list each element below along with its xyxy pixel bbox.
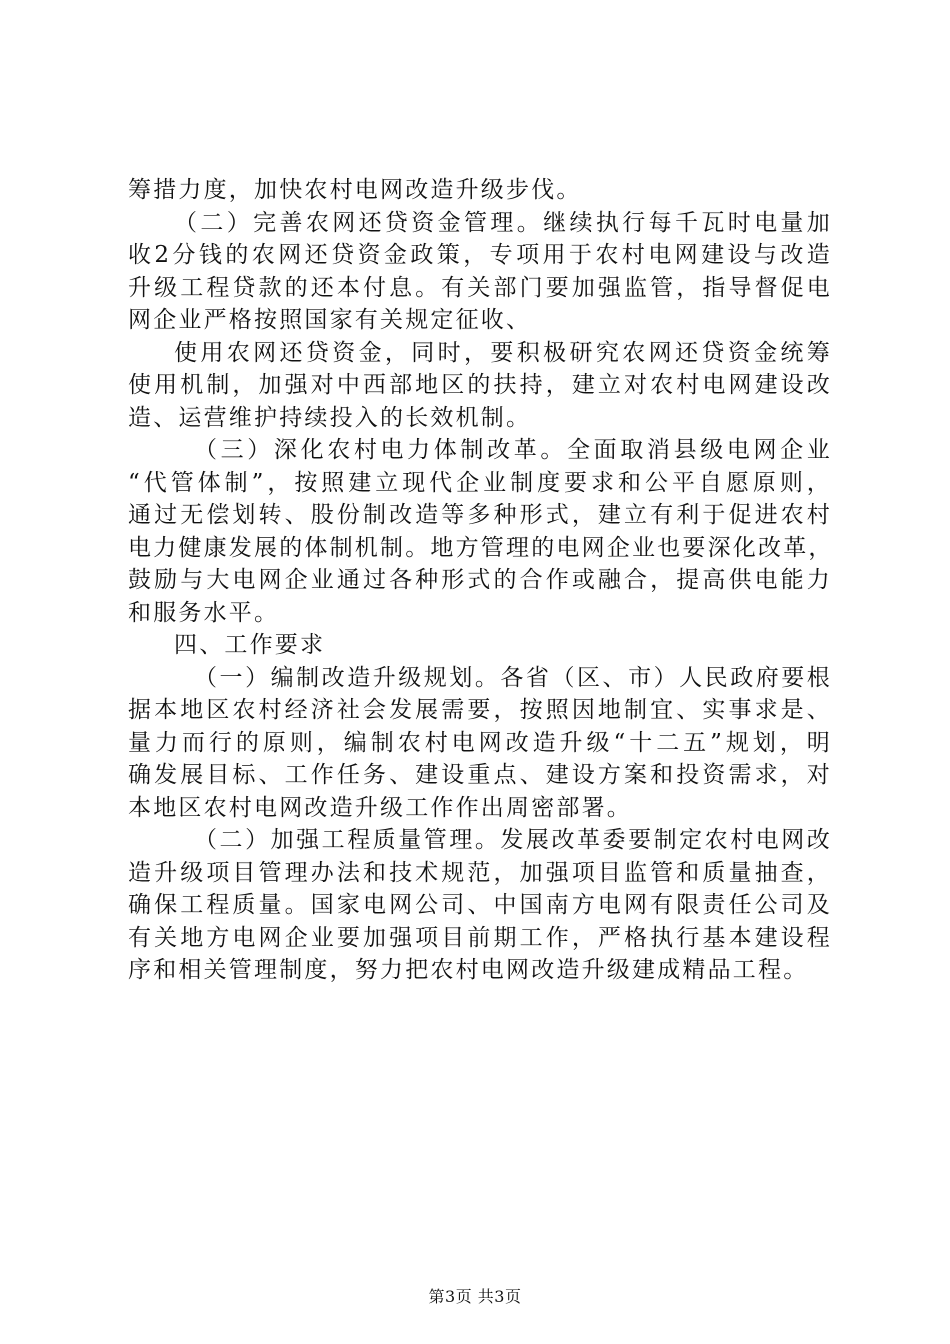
text-line: 升级工程贷款的还本付息。有关部门要加强监管，指导督促电 xyxy=(128,274,832,301)
text-line: 使用机制，加强对中西部地区的扶持，建立对农村电网建设改 xyxy=(128,372,832,398)
text-line: 收2分钱的农网还贷资金政策，专项用于农村电网建设与改造 xyxy=(128,242,832,268)
text-line: 有关地方电网企业要加强项目前期工作，严格执行基本建设程 xyxy=(128,924,832,951)
text-line: 和服务水平。 xyxy=(128,599,280,626)
text-line: 确发展目标、工作任务、建设重点、建设方案和投资需求，对 xyxy=(128,762,832,788)
text-line: 筹措力度，加快农村电网改造升级步伐。 xyxy=(128,177,582,203)
body-text xyxy=(128,174,832,987)
section-heading: 四、工作要求 xyxy=(174,632,326,658)
text-line: 造、运营维护持续投入的长效机制。 xyxy=(128,404,532,431)
text-line: 鼓励与大电网企业通过各种形式的合作或融合，提高供电能力 xyxy=(128,567,832,593)
text-line: 使用农网还贷资金，同时，要积极研究农网还贷资金统筹 xyxy=(174,339,832,366)
text-line: 确保工程质量。国家电网公司、中国南方电网有限责任公司及 xyxy=(128,892,832,918)
page-number-footer: 第3页 共3页 xyxy=(428,1287,522,1306)
text-line: （二）完善农网还贷资金管理。继续执行每千瓦时电量加 xyxy=(174,209,832,236)
text-line: “代管体制”，按照建立现代企业制度要求和公平自愿原则， xyxy=(128,469,832,496)
text-line: （三）深化农村电力体制改革。全面取消县级电网企业 xyxy=(194,437,832,463)
text-line: 量力而行的原则，编制农村电网改造升级“十二五”规划，明 xyxy=(128,729,832,756)
text-line: （二）加强工程质量管理。发展改革委要制定农村电网改 xyxy=(194,827,832,853)
text-line: 序和相关管理制度，努力把农村电网改造升级建成精品工程。 xyxy=(128,957,809,983)
text-line: 通过无偿划转、股份制改造等多种形式，建立有利于促进农村 xyxy=(128,502,832,528)
text-line: 本地区农村电网改造升级工作作出周密部署。 xyxy=(128,794,632,821)
text-line: 造升级项目管理办法和技术规范，加强项目监管和质量抽查， xyxy=(128,859,832,886)
text-line: 网企业严格按照国家有关规定征收、 xyxy=(128,307,532,333)
text-line: 据本地区农村经济社会发展需要，按照因地制宜、实事求是、 xyxy=(128,697,832,723)
text-line: 电力健康发展的体制机制。地方管理的电网企业也要深化改革， xyxy=(128,534,834,561)
text-line: （一）编制改造升级规划。各省（区、市）人民政府要根 xyxy=(194,664,832,691)
